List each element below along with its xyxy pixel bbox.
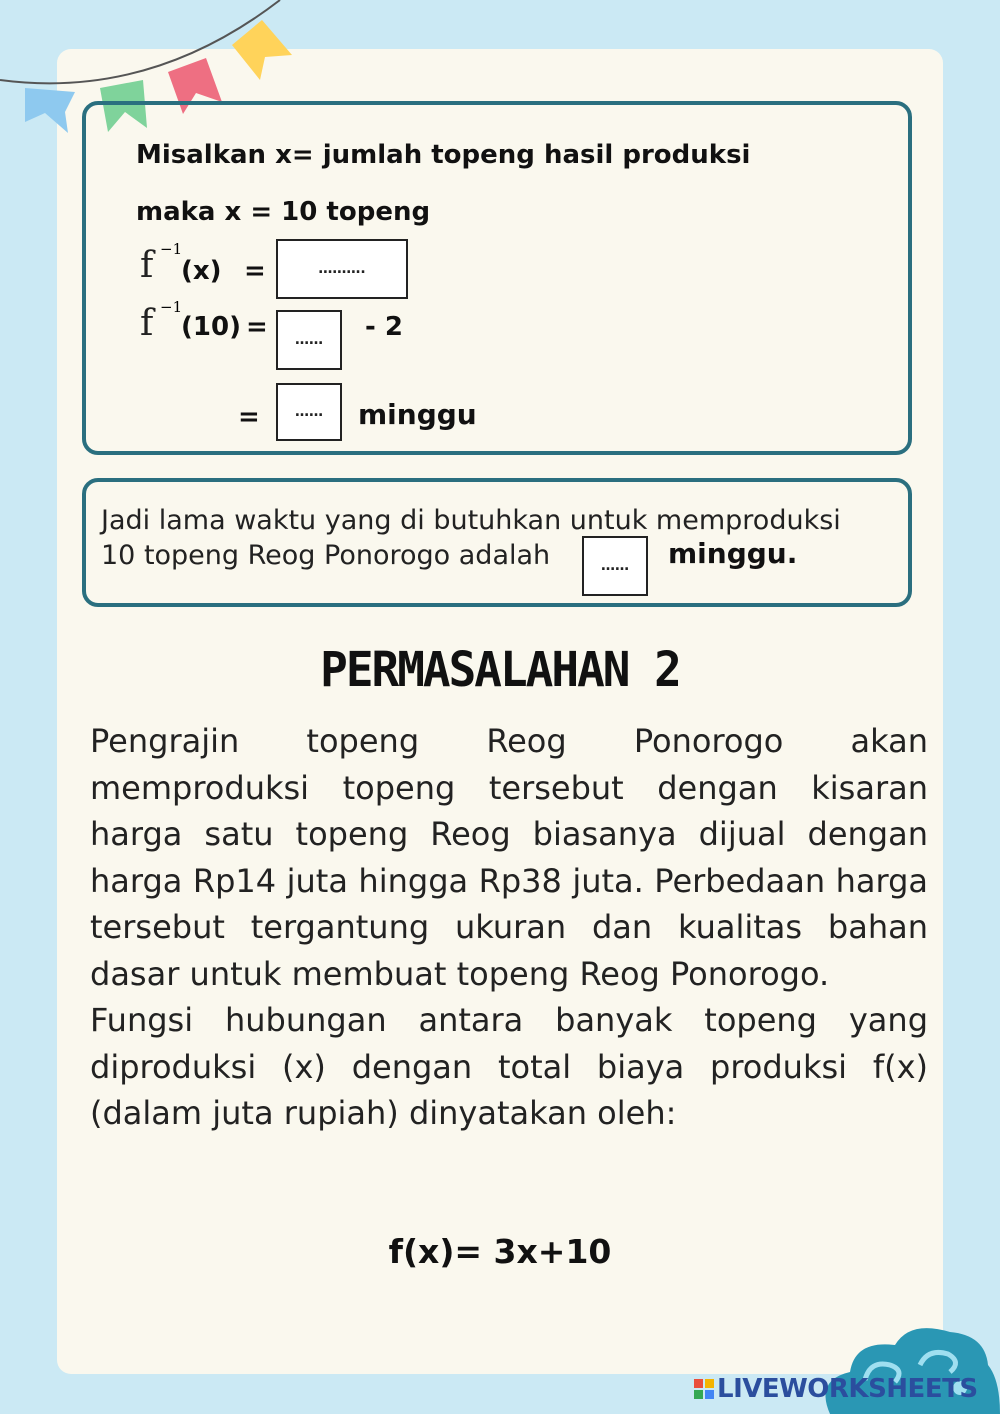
- intro-text: Misalkan x= jumlah topeng hasil produksi: [136, 140, 751, 170]
- f-symbol: f: [140, 245, 154, 286]
- row2-suffix: - 2: [365, 312, 403, 342]
- inverse-exponent: −1: [160, 240, 183, 258]
- logo-blocks-icon: [694, 1379, 714, 1399]
- function-formula: f(x)= 3x+10: [388, 1232, 612, 1271]
- row2-arg: (10): [181, 312, 241, 342]
- row3-answer-box[interactable]: ……: [276, 383, 342, 441]
- inverse-exponent-row2: −1: [160, 298, 183, 316]
- row2-equals: =: [246, 312, 268, 342]
- problem-paragraph-2: Fungsi hubungan antara banyak topeng yang diproduksi (x) dengan total biaya produksi f(x) (dalam juta rupiah) dinyatakan oleh:: [90, 1001, 928, 1132]
- given-text: maka x = 10 topeng: [136, 197, 431, 227]
- row3-equals: =: [238, 402, 260, 432]
- summary-line2: 10 topeng Reog Ponorogo adalah: [101, 540, 551, 571]
- f-symbol-row2: f: [140, 303, 154, 344]
- problem-paragraph-1: Pengrajin topeng Reog Ponorogo akan memproduksi topeng tersebut dengan kisaran harga satu topeng Reog biasanya dijual dengan harga Rp14 juta hingga Rp38 juta. Perbedaan harga tersebut tergantung ukuran dan kualitas bahan dasar untuk membuat topeng Reog Ponorogo.: [90, 722, 928, 993]
- problem-text: [90, 718, 928, 1137]
- liveworksheets-logo: [694, 1374, 978, 1404]
- flag-yellow: [232, 20, 292, 80]
- row1-arg: (x): [181, 256, 222, 286]
- row2-answer-box[interactable]: ……: [276, 310, 342, 370]
- summary-unit: minggu.: [668, 537, 798, 570]
- summary-answer-box[interactable]: ……: [582, 536, 648, 596]
- row1-equals: =: [244, 256, 266, 286]
- logo-text: LIVEWORKSHEETS: [717, 1374, 978, 1404]
- row3-unit: minggu: [358, 398, 477, 431]
- row1-answer-box[interactable]: ……….: [276, 239, 408, 299]
- summary-line1: Jadi lama waktu yang di butuhkan untuk memproduksi: [101, 505, 841, 536]
- flag-blue: [25, 88, 75, 133]
- problem-title: PERMASALAHAN 2: [320, 640, 680, 698]
